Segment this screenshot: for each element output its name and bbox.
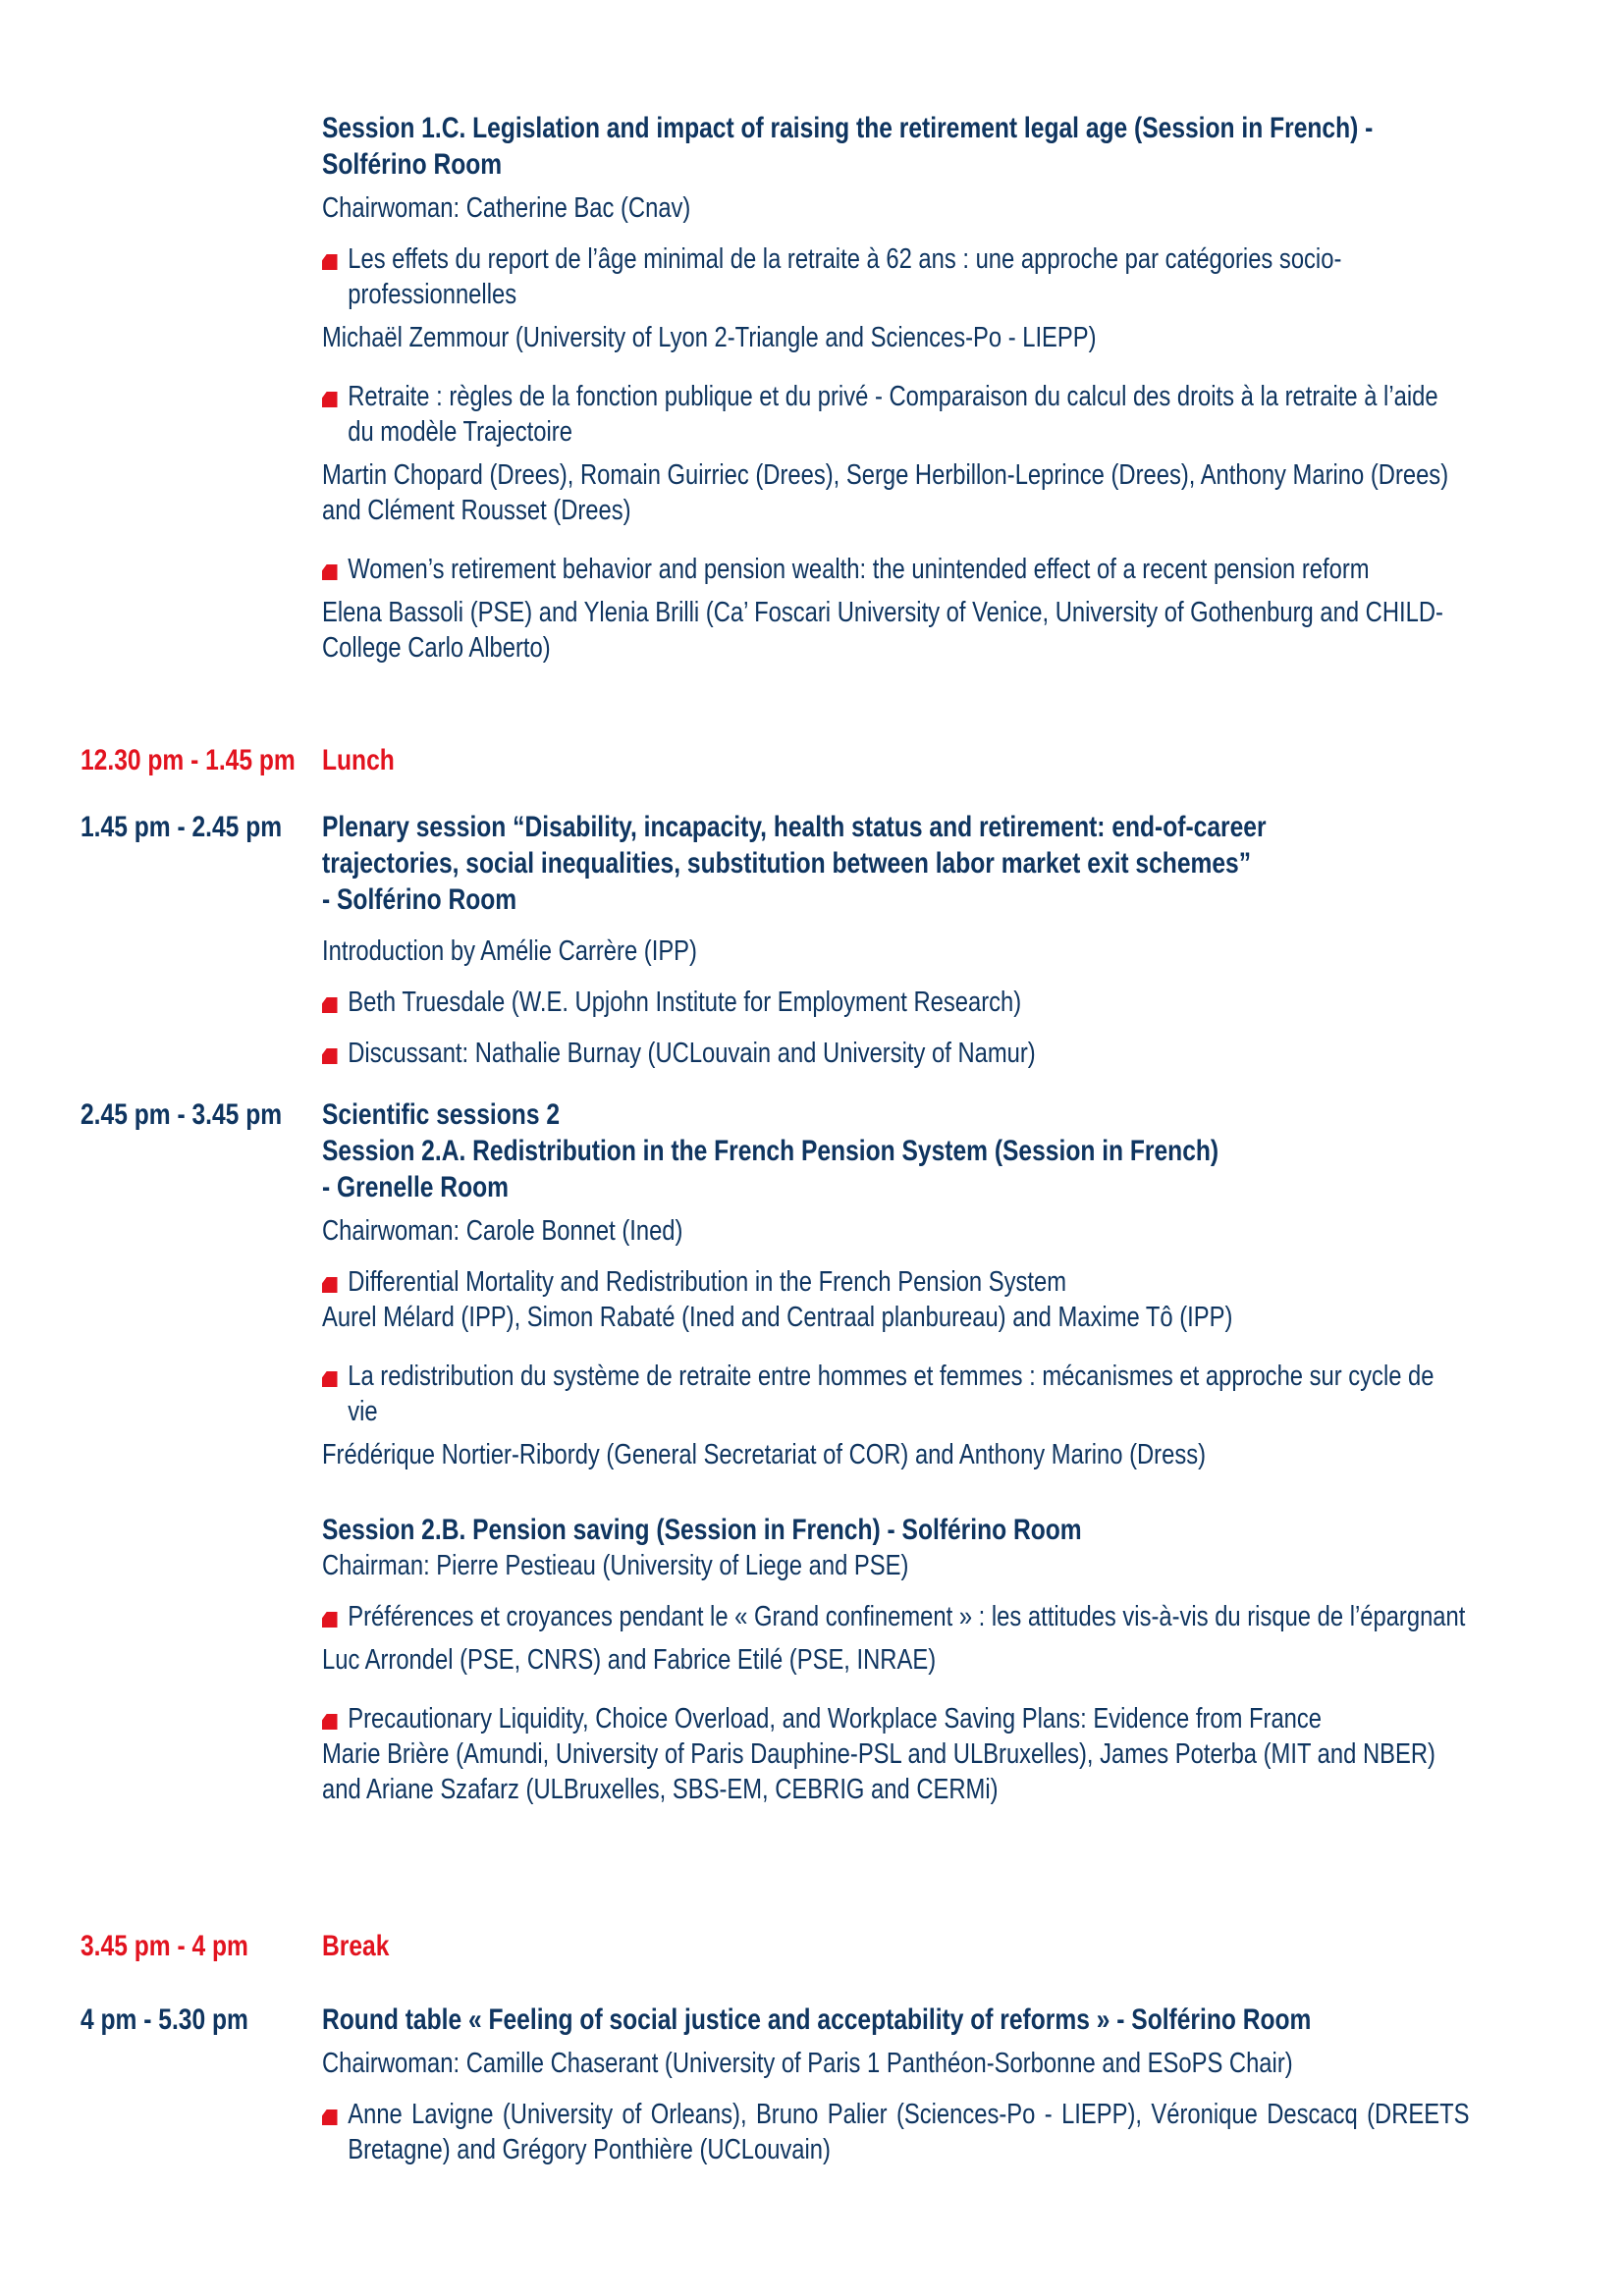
bullet-icon — [322, 1048, 338, 1064]
bullet-icon — [322, 1714, 338, 1730]
bullet-icon — [322, 254, 338, 270]
plenary-title-line: Plenary session “Disability, incapacity, health status and retirement: end-of-career — [322, 811, 1267, 843]
session-content — [322, 110, 1470, 666]
paper-authors: Luc Arrondel (PSE, CNRS) and Fabrice Etilé (PSE, INRAE) — [322, 1644, 937, 1676]
paper-title: Les effets du report de l’âge minimal de la retraite à 62 ans : une approche par catégories socio-professionnelles — [322, 241, 1470, 312]
paper-title: La redistribution du système de retraite entre hommes et femmes : mécanismes et approche sur cycle de vie — [322, 1359, 1470, 1429]
time-slot: 3.45 pm - 4 pm — [81, 1930, 248, 1962]
time-slot: 2.45 pm - 3.45 pm — [81, 1098, 283, 1131]
bullet-icon — [322, 1612, 338, 1628]
round-table-block — [0, 2002, 1470, 2167]
paper-title: Women’s retirement behavior and pension wealth: the unintended effect of a recent pension reform — [322, 552, 1470, 587]
paper-authors: Martin Chopard (Drees), Romain Guirriec (Drees), Serge Herbillon-Leprince (Drees), Anthony Marino (Drees) and Clément Rousset (Drees) — [322, 459, 1449, 526]
bullet-icon — [322, 2109, 338, 2125]
paper-authors: Frédérique Nortier-Ribordy (General Secretariat of COR) and Anthony Marino (Dress) — [322, 1439, 1207, 1470]
paper-authors: Elena Bassoli (PSE) and Ylenia Brilli (Ca’ Foscari University of Venice, University of Gothenburg and CHILD-College Carlo Alberto) — [322, 597, 1443, 664]
session-title-line: Session 2.A. Redistribution in the French Pension System (Session in French) — [322, 1135, 1219, 1167]
discussant-item: Discussant: Nathalie Burnay (UCLouvain and University of Namur) — [322, 1036, 1470, 1071]
plenary-intro: Introduction by Amélie Carrère (IPP) — [322, 935, 697, 967]
session-chair: Chairwoman: Catherine Bac (Cnav) — [322, 192, 691, 224]
plenary-title-line: - Solférino Room — [322, 883, 517, 916]
paper-title: Préférences et croyances pendant le « Grand confinement » : les attitudes vis-à-vis du risque de l’épargnant — [322, 1599, 1470, 1634]
scientific-sessions-2-block — [0, 1096, 1470, 1807]
time-slot: 12.30 pm - 1.45 pm — [81, 744, 296, 776]
paper-authors: Michaël Zemmour (University of Lyon 2-Triangle and Sciences-Po - LIEPP) — [322, 322, 1097, 353]
paper-authors: Aurel Mélard (IPP), Simon Rabaté (Ined and Centraal planbureau) and Maxime Tô (IPP) — [322, 1302, 1233, 1333]
break-row — [0, 1928, 1470, 1964]
session-chair: Chairwoman: Carole Bonnet (Ined) — [322, 1215, 683, 1247]
plenary-block — [0, 809, 1470, 1071]
break-title: Break — [322, 1930, 390, 1962]
bullet-icon — [322, 564, 338, 580]
paper-title: Precautionary Liquidity, Choice Overload, and Workplace Saving Plans: Evidence from France — [322, 1701, 1470, 1736]
session-title-line: - Grenelle Room — [322, 1171, 510, 1203]
break-title: Lunch — [322, 744, 395, 776]
speaker-item: Beth Truesdale (W.E. Upjohn Institute for Employment Research) — [322, 985, 1470, 1020]
time-slot: 4 pm - 5.30 pm — [81, 2003, 248, 2036]
lunch-row — [0, 742, 1470, 778]
round-table-chair: Chairwoman: Camille Chaserant (University of Paris 1 Panthéon-Sorbonne and ESoPS Chair) — [322, 2048, 1293, 2079]
time-slot: 1.45 pm - 2.45 pm — [81, 811, 283, 843]
bullet-icon — [322, 392, 338, 407]
bullet-icon — [322, 1371, 338, 1387]
bullet-icon — [322, 997, 338, 1013]
panelists-item: Anne Lavigne (University of Orleans), Bruno Palier (Sciences-Po - LIEPP), Véronique Descacq (DREETS Bretagne) and Grégory Ponthière (UCLouvain) — [322, 2097, 1470, 2167]
paper-title: Differential Mortality and Redistribution in the French Pension System — [322, 1264, 1470, 1300]
session-chair: Chairman: Pierre Pestieau (University of Liege and PSE) — [322, 1550, 909, 1581]
bullet-icon — [322, 1277, 338, 1293]
session-title: Session 1.C. Legislation and impact of raising the retirement legal age (Session in French) - Solférino Room — [322, 112, 1374, 181]
paper-title: Retraite : règles de la fonction publique et du privé - Comparaison du calcul des droits à la retraite à l’aide du modèle Trajectoire — [322, 379, 1470, 450]
session-title: Session 2.B. Pension saving (Session in French) - Solférino Room — [322, 1514, 1082, 1546]
plenary-title-line: trajectories, social inequalities, substitution between labor market exit schemes” — [322, 847, 1252, 880]
block-heading: Scientific sessions 2 — [322, 1098, 561, 1131]
round-table-title: Round table « Feeling of social justice and acceptability of reforms » - Solférino Room — [322, 2003, 1312, 2036]
session-1c-block — [0, 110, 1470, 666]
paper-authors: Marie Brière (Amundi, University of Paris Dauphine-PSL and ULBruxelles), James Poterba (MIT and NBER) and Ariane Szafarz (ULBruxelles, SBS-EM, CEBRIG and CERMi) — [322, 1738, 1435, 1805]
